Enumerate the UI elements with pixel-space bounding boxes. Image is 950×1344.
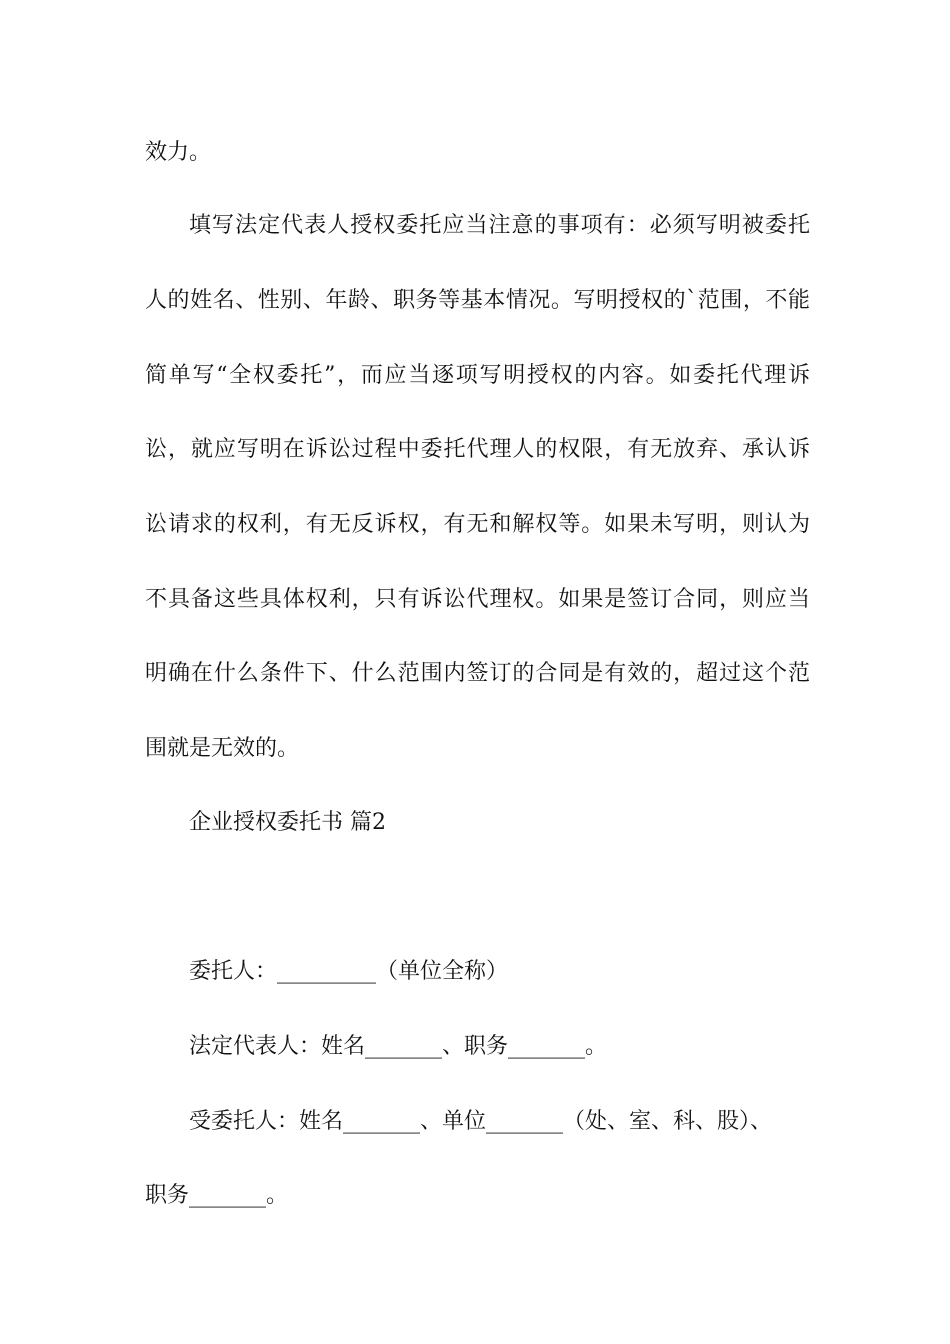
text-line: 明确在什么条件下、什么范围内签订的合同是有效的，超过这个范 xyxy=(145,661,810,686)
legal-representative-field: 法定代表人：姓名_______、职务_______。 xyxy=(189,1034,608,1059)
text-line: 讼请求的权利，有无反诉权，有无和解权等。如果未写明，则认为 xyxy=(145,512,810,537)
text-line: 讼，就应写明在诉讼过程中委托代理人的权限，有无放弃、承认诉 xyxy=(145,437,810,462)
text-line: 简单写“全权委托”，而应当逐项写明授权的内容。如委托代理诉 xyxy=(145,363,810,388)
text-line: 效力。 xyxy=(145,140,212,165)
text-line: 人的姓名、性别、年龄、职务等基本情况。写明授权的`范围，不能 xyxy=(145,288,810,313)
text-line: 围就是无效的。 xyxy=(145,736,300,761)
agent-position-field: 职务_______。 xyxy=(145,1183,289,1208)
text-line: 不具备这些具体权利，只有诉讼代理权。如果是签订合同，则应当 xyxy=(145,587,810,612)
principal-field: 委托人：_________（单位全称） xyxy=(189,959,509,984)
text-line: 填写法定代表人授权委托应当注意的事项有：必须写明被委托 xyxy=(189,213,810,238)
agent-field: 受委托人：姓名_______、单位_______（处、室、科、股）、 xyxy=(189,1109,773,1134)
section-title: 企业授权委托书 篇2 xyxy=(189,810,386,835)
